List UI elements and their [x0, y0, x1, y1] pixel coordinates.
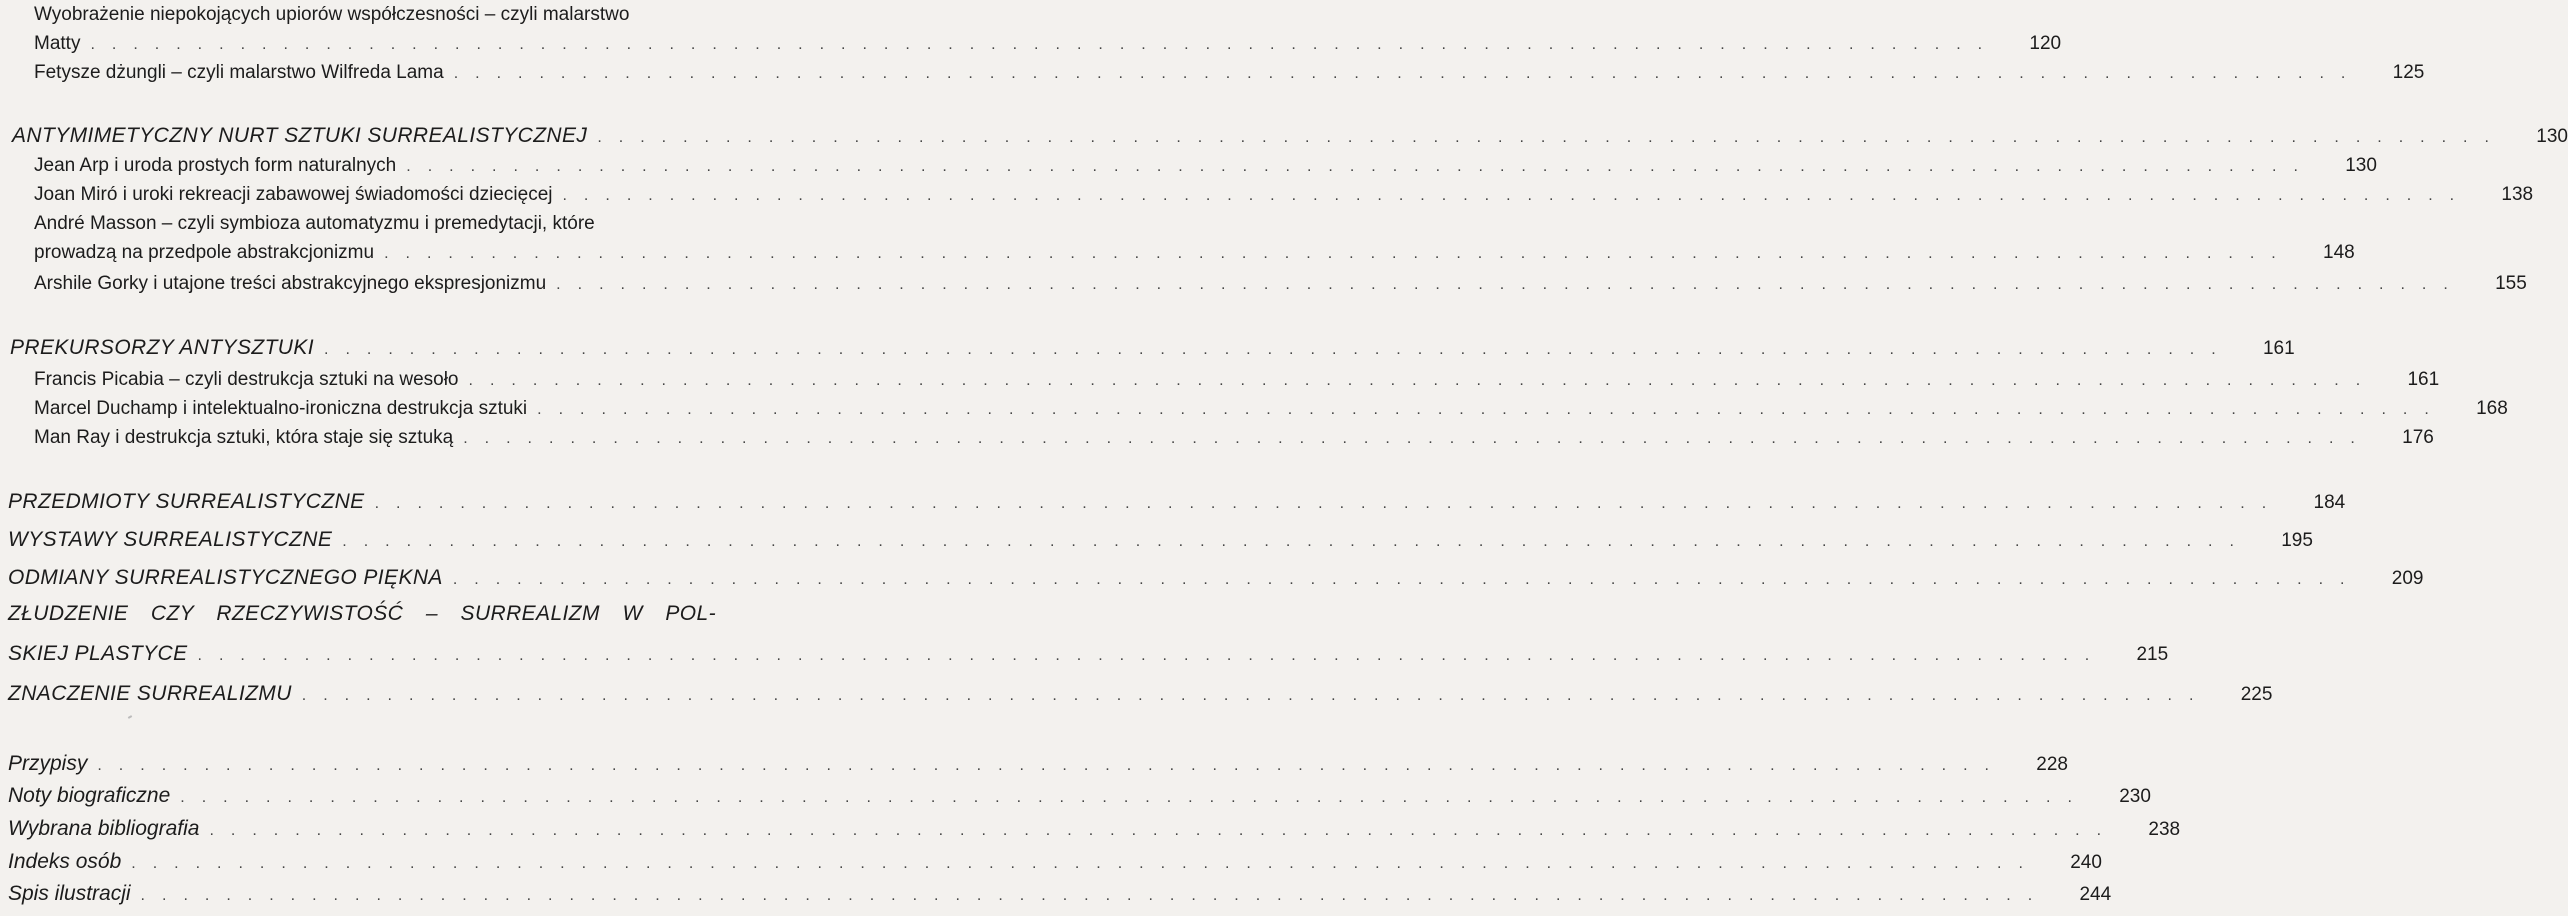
toc-page-number: 209 [2391, 568, 2424, 589]
toc-entry-title: Fetysze dżungli – czyli malarstwo Wilfreda Lama [34, 62, 444, 83]
toc-chapter [8, 490, 2346, 514]
leader-dots: ......................................................................................... [342, 533, 2251, 550]
toc-entry [34, 398, 2508, 420]
toc-chapter [10, 336, 2295, 360]
toc-entry [34, 155, 2377, 177]
toc-entry [34, 369, 2440, 391]
leader-dots: ......................................................................................... [180, 789, 2089, 806]
leader-dots: ......................................................................................... [90, 36, 2000, 53]
toc-entry-title: Arshile Gorky i utajone treści abstrakcyjnego ekspresjonizmu [34, 273, 547, 294]
toc-chapter-title: WYSTAWY SURREALISTYCZNE [8, 528, 333, 551]
toc-page-number: 215 [2136, 644, 2169, 665]
leader-dots: ......................................................................................... [406, 158, 2315, 175]
toc-chapter-title: PREKURSORZY ANTYSZTUKI [10, 336, 315, 359]
toc-appendix-entry [8, 850, 2102, 874]
toc-entry-title: prowadzą na przedpole abstrakcjonizmu [34, 242, 375, 263]
toc-page-number: 238 [2148, 819, 2181, 840]
toc-page-number: 155 [2495, 273, 2527, 294]
toc-entry-title-line: André Masson – czyli symbioza automatyzmu i premedytacji, które [34, 213, 595, 234]
toc-entry-title: Matty [34, 33, 81, 54]
leader-dots: ......................................................................................... [384, 245, 2293, 262]
toc-chapter [8, 528, 2313, 552]
toc-chapter [8, 642, 2169, 666]
toc-page-number: 130 [2536, 126, 2568, 147]
toc-page-number: 240 [2070, 852, 2102, 873]
toc-entry-title: Marcel Duchamp i intelektualno-ironiczna destrukcja sztuki [34, 398, 528, 419]
toc-page-number: 161 [2262, 338, 2295, 359]
toc-page-number: 195 [2281, 530, 2313, 551]
toc-page-number: 176 [2402, 427, 2434, 448]
toc-chapter [8, 566, 2424, 590]
toc-page-number: 125 [2392, 62, 2425, 83]
leader-dots: ......................................................................................... [140, 887, 2050, 904]
leader-dots: ......................................................................................... [453, 65, 2363, 82]
toc-appendix-entry [8, 784, 2151, 808]
leader-dots: ......................................................................................... [301, 687, 2211, 704]
toc-entry [34, 273, 2527, 295]
toc-chapter-title: ODMIANY SURREALISTYCZNEGO PIĘKNA [8, 566, 443, 589]
toc-page-number: 130 [2345, 155, 2377, 176]
toc-page-number: 184 [2313, 492, 2346, 513]
toc-appendix-entry [8, 817, 2181, 841]
toc-chapter-title-line: ZŁUDZENIE CZY RZECZYWISTOŚĆ – SURREALIZM W POL- [8, 602, 716, 625]
leader-dots: ......................................................................................... [463, 430, 2372, 447]
toc-appendix-entry [8, 752, 2068, 776]
toc-entry-title: Joan Miró i uroki rekreacji zabawowej świadomości dziecięcej [34, 184, 553, 205]
toc-page-number: 120 [2029, 33, 2062, 54]
toc-chapter-title: PRZEDMIOTY SURREALISTYCZNE [8, 490, 365, 513]
toc-page-number: 161 [2407, 369, 2440, 390]
toc-entry-title: Man Ray i destrukcja sztuki, która staje się sztuką [34, 427, 454, 448]
toc-appendix-title: Przypisy [8, 752, 88, 775]
toc-chapter-title: SKIEJ PLASTYCE [8, 642, 188, 665]
toc-chapter [12, 124, 2568, 148]
leader-dots: ......................................................................................... [537, 401, 2446, 418]
toc-entry-title: Jean Arp i uroda prostych form naturalnych [34, 155, 397, 176]
leader-dots: ......................................................................................... [562, 187, 2472, 204]
toc-entry-title: Francis Picabia – czyli destrukcja sztuki na wesoło [34, 369, 459, 390]
toc-page-number: 138 [2501, 184, 2534, 205]
toc-appendix-title: Indeks osób [8, 850, 122, 873]
toc-page-number: 244 [2079, 884, 2112, 905]
toc-entry-title-line: Wyobrażenie niepokojących upiorów współczesności – czyli malarstwo [34, 4, 630, 25]
leader-dots: ......................................................................................... [131, 855, 2040, 872]
toc-page-number: 168 [2476, 398, 2508, 419]
toc-page-number: 228 [2036, 754, 2068, 775]
leader-dots: ......................................................................................... [374, 495, 2284, 512]
paper-speck [128, 715, 132, 719]
leader-dots: ......................................................................................... [97, 757, 2006, 774]
toc-page-number: 230 [2119, 786, 2151, 807]
toc-chapter-title: ZNACZENIE SURREALIZMU [8, 682, 292, 705]
toc-page-number: 225 [2240, 684, 2273, 705]
toc-entry [34, 427, 2434, 449]
leader-dots: ......................................................................................... [324, 341, 2233, 358]
leader-dots: ......................................................................................... [556, 276, 2465, 293]
toc-entry [34, 184, 2534, 206]
leader-dots: ......................................................................................... [452, 571, 2362, 588]
toc-chapter-title: ANTYMIMETYCZNY NURT SZTUKI SURREALISTYCZNEJ [12, 124, 588, 147]
toc-entry [34, 33, 2062, 55]
leader-dots: ......................................................................................... [597, 129, 2506, 146]
leader-dots: ......................................................................................... [197, 647, 2107, 664]
toc-entry [34, 62, 2425, 84]
toc-chapter [8, 682, 2273, 706]
toc-appendix-title: Spis ilustracji [8, 882, 131, 905]
toc-entry [34, 242, 2355, 264]
toc-appendix-title: Wybrana bibliografia [8, 817, 200, 840]
leader-dots: ......................................................................................... [468, 372, 2378, 389]
toc-page-number: 148 [2323, 242, 2355, 263]
toc-appendix-title: Noty biograficzne [8, 784, 171, 807]
toc-appendix-entry [8, 882, 2112, 906]
leader-dots: ......................................................................................... [209, 822, 2119, 839]
